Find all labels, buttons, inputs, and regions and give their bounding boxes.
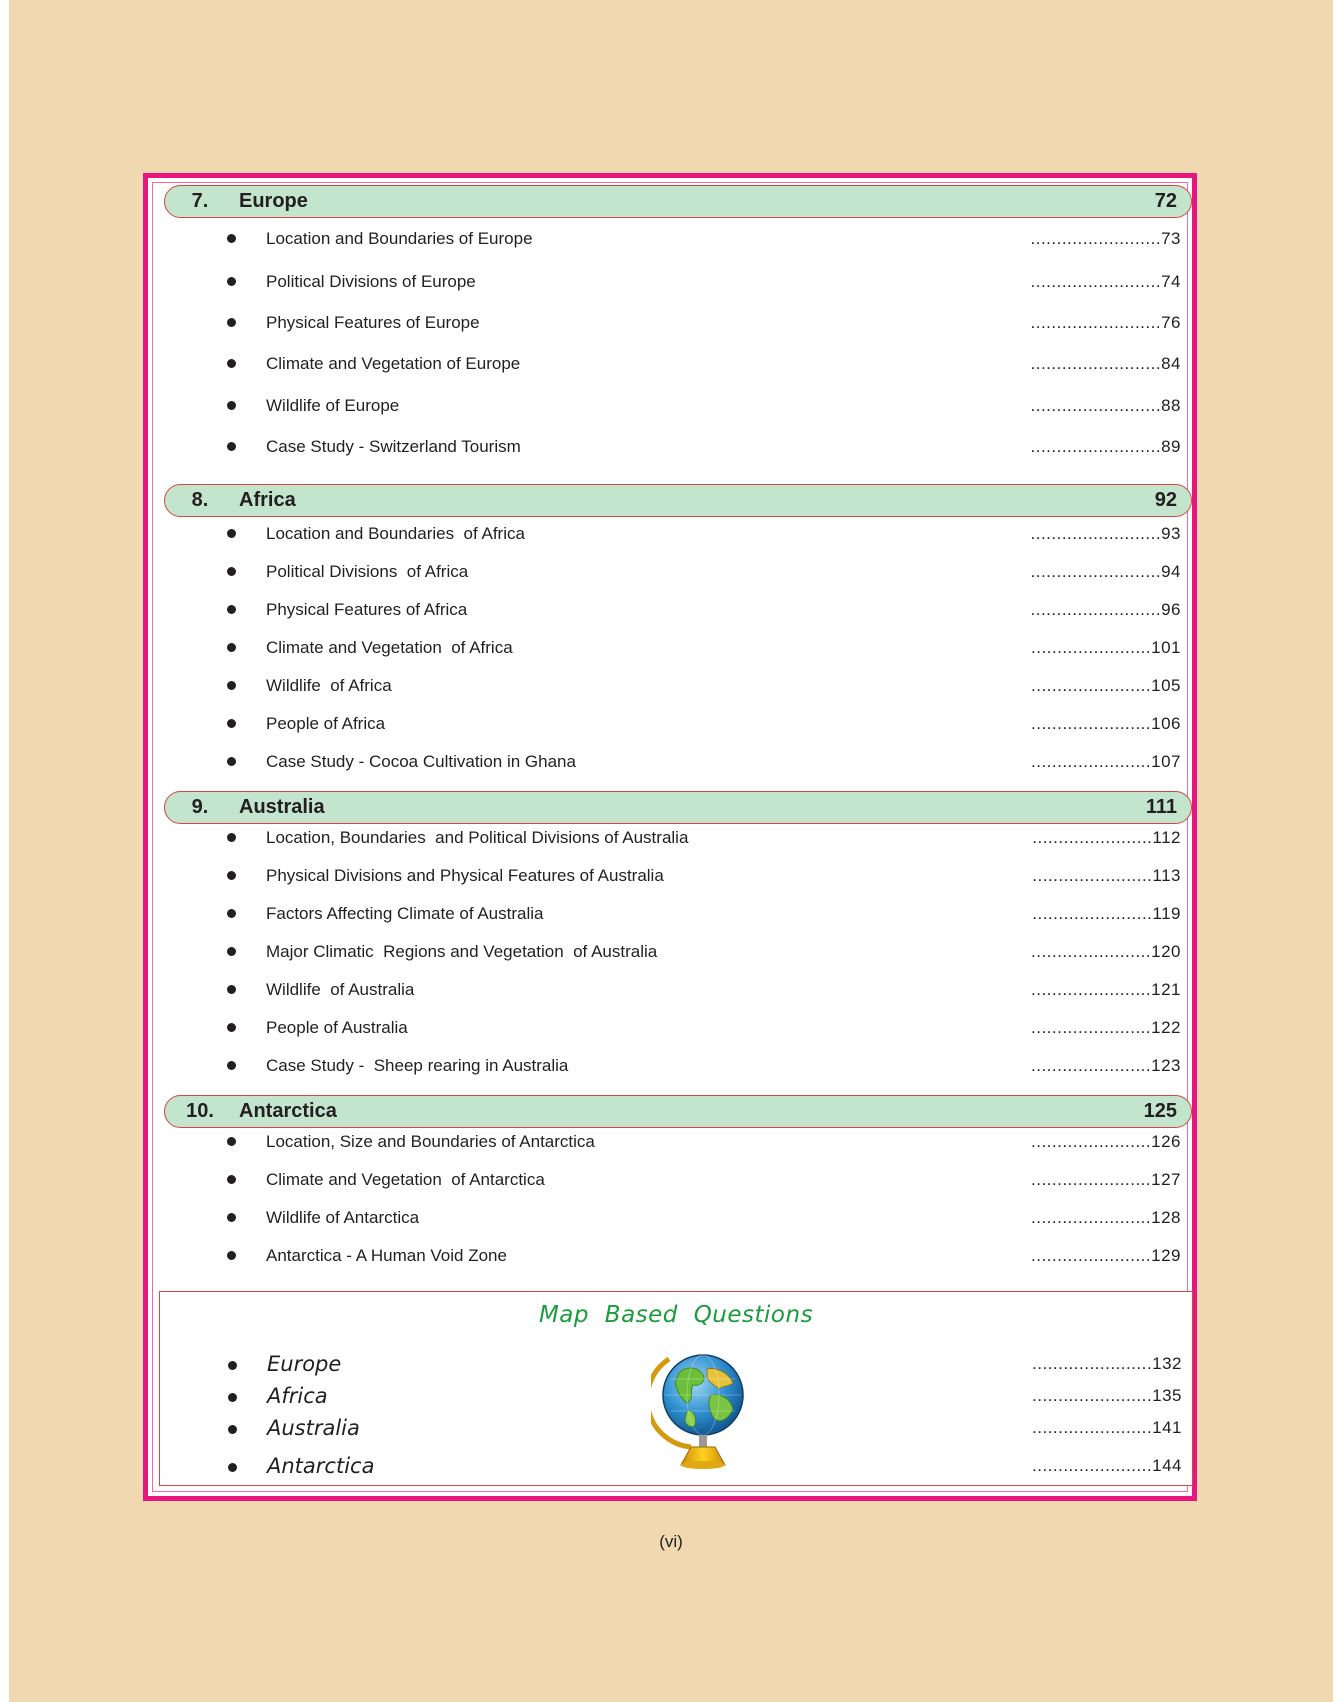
bullet-icon: [227, 277, 236, 286]
topic-page: .......................123: [1031, 1056, 1181, 1075]
topic-label: Political Divisions of Africa: [266, 562, 469, 581]
topic-item: [153, 226, 1197, 252]
topic-item: [153, 310, 1197, 336]
bullet-icon: [227, 719, 236, 728]
bullet-icon: [227, 1061, 236, 1070]
bullet-icon: [227, 1137, 236, 1146]
chapter-page: 125: [1143, 1100, 1177, 1122]
topic-item: [153, 1053, 1197, 1079]
topic-item: [153, 269, 1197, 295]
topic-item: [153, 434, 1197, 460]
map-questions-box: [159, 1291, 1193, 1486]
topic-page: .........................89: [1030, 437, 1181, 456]
topic-label: Location and Boundaries of Africa: [266, 524, 525, 543]
topic-label: Case Study - Cocoa Cultivation in Ghana: [266, 752, 576, 771]
topic-label: People of Australia: [266, 1018, 408, 1037]
bullet-icon: [227, 529, 236, 538]
bullet-icon: [227, 871, 236, 880]
chapter-title: Africa: [239, 489, 296, 511]
topic-item: [153, 597, 1197, 623]
topic-label: Factors Affecting Climate of Australia: [266, 904, 544, 923]
bullet-icon: [227, 359, 236, 368]
topic-item: [153, 1015, 1197, 1041]
chapter-header: [164, 185, 1192, 218]
topic-label: Physical Features of Europe: [266, 313, 480, 332]
chapter-page: 92: [1154, 489, 1177, 511]
topic-label: Climate and Vegetation of Europe: [266, 354, 521, 373]
topic-page: .......................122: [1031, 1018, 1181, 1037]
bullet-icon: [227, 605, 236, 614]
topic-item: [153, 901, 1197, 927]
chapter-number: 9.: [191, 796, 209, 818]
bullet-icon: [227, 234, 236, 243]
topic-page: .......................127: [1031, 1170, 1181, 1189]
topic-item: [153, 1205, 1197, 1231]
topic-label: Physical Features of Africa: [266, 600, 468, 619]
topic-page: .......................107: [1031, 752, 1181, 771]
topic-item: [153, 939, 1197, 965]
topic-item: [153, 977, 1197, 1003]
topic-label: Wildlife of Antarctica: [266, 1208, 420, 1227]
topic-item: [153, 749, 1197, 775]
topic-page: .......................105: [1031, 676, 1181, 695]
topic-page: .........................73: [1030, 229, 1181, 248]
bullet-icon: [227, 401, 236, 410]
topic-label: Political Divisions of Europe: [266, 272, 476, 291]
topic-label: Wildlife of Africa: [266, 676, 392, 695]
chapter-header: [164, 484, 1192, 517]
topic-page: .......................106: [1031, 714, 1181, 733]
map-item-label: Antarctica: [267, 1454, 375, 1478]
topic-page: .........................76: [1030, 313, 1181, 332]
topic-page: .........................96: [1030, 600, 1181, 619]
contents-frame: [143, 173, 1197, 1501]
bullet-icon: [227, 757, 236, 766]
chapter-title: Europe: [239, 190, 308, 212]
topic-label: Wildlife of Australia: [266, 980, 415, 999]
map-item-label: Australia: [267, 1416, 360, 1440]
topic-item: [153, 351, 1197, 377]
topic-page: .......................128: [1031, 1208, 1181, 1227]
chapter-number: 8.: [191, 489, 209, 511]
bullet-icon: [227, 1023, 236, 1032]
chapter-title: Australia: [239, 796, 325, 818]
topic-page: .........................84: [1030, 354, 1181, 373]
topic-label: Major Climatic Regions and Vegetation of Australia: [266, 942, 658, 961]
topic-label: People of Africa: [266, 714, 386, 733]
map-section-title: Map Based Questions: [538, 1302, 814, 1328]
topic-item: [153, 559, 1197, 585]
topic-label: Antarctica - A Human Void Zone: [266, 1246, 507, 1265]
bullet-icon: [227, 318, 236, 327]
bullet-icon: [227, 1251, 236, 1260]
topic-page: .......................101: [1031, 638, 1181, 657]
bullet-icon: [227, 442, 236, 451]
map-item-page: .......................144: [1032, 1456, 1182, 1475]
bullet-icon: [227, 1175, 236, 1184]
topic-label: Case Study - Switzerland Tourism: [266, 437, 521, 456]
bullet-icon: [227, 681, 236, 690]
map-item-label: Europe: [267, 1352, 342, 1376]
contents-frame-inner: [152, 182, 1188, 1492]
topic-label: Wildlife of Europe: [266, 396, 400, 415]
chapter-header: [164, 1095, 1192, 1128]
globe-icon: [651, 1347, 751, 1472]
map-item-page: .......................135: [1032, 1386, 1182, 1405]
topic-page: .........................93: [1030, 524, 1181, 543]
chapter-number: 10.: [186, 1100, 214, 1122]
bullet-icon: [228, 1463, 237, 1472]
topic-label: Physical Divisions and Physical Features of Australia: [266, 866, 664, 885]
topic-page: .......................129: [1031, 1246, 1181, 1265]
topic-item: [153, 863, 1197, 889]
topic-item: [153, 1167, 1197, 1193]
topic-label: Location, Boundaries and Political Divisions of Australia: [266, 828, 689, 847]
chapter-header: [164, 791, 1192, 824]
bullet-icon: [227, 985, 236, 994]
bullet-icon: [227, 643, 236, 652]
topic-label: Climate and Vegetation of Antarctica: [266, 1170, 545, 1189]
topic-label: Case Study - Sheep rearing in Australia: [266, 1056, 569, 1075]
topic-page: .......................113: [1032, 866, 1181, 885]
topic-label: Location and Boundaries of Europe: [266, 229, 533, 248]
chapter-page: 111: [1145, 796, 1177, 818]
chapter-title: Antarctica: [239, 1100, 337, 1122]
topic-page: .......................126: [1031, 1132, 1181, 1151]
chapter-number: 7.: [191, 190, 209, 212]
bullet-icon: [228, 1425, 237, 1434]
topic-item: [153, 673, 1197, 699]
topic-page: .......................112: [1032, 828, 1181, 847]
topic-page: .........................94: [1030, 562, 1181, 581]
map-item-label: Africa: [267, 1384, 328, 1408]
topic-item: [153, 1243, 1197, 1269]
topic-item: [153, 393, 1197, 419]
bullet-icon: [227, 833, 236, 842]
topic-item: [153, 1129, 1197, 1155]
bullet-icon: [227, 567, 236, 576]
bullet-icon: [228, 1361, 237, 1370]
bullet-icon: [227, 909, 236, 918]
topic-item: [153, 521, 1197, 547]
topic-item: [153, 635, 1197, 661]
bullet-icon: [228, 1393, 237, 1402]
bullet-icon: [227, 947, 236, 956]
topic-page: .......................121: [1031, 980, 1181, 999]
topic-page: .........................74: [1030, 272, 1181, 291]
bullet-icon: [227, 1213, 236, 1222]
topic-page: .......................120: [1031, 942, 1181, 961]
map-item-page: .......................132: [1032, 1354, 1182, 1373]
topic-page: .......................119: [1032, 904, 1181, 923]
topic-item: [153, 825, 1197, 851]
page-number: (vi): [659, 1532, 683, 1551]
topic-page: .........................88: [1030, 396, 1181, 415]
chapter-page: 72: [1154, 190, 1177, 212]
topic-item: [153, 711, 1197, 737]
topic-label: Climate and Vegetation of Africa: [266, 638, 513, 657]
map-item-page: .......................141: [1032, 1418, 1182, 1437]
topic-label: Location, Size and Boundaries of Antarctica: [266, 1132, 595, 1151]
